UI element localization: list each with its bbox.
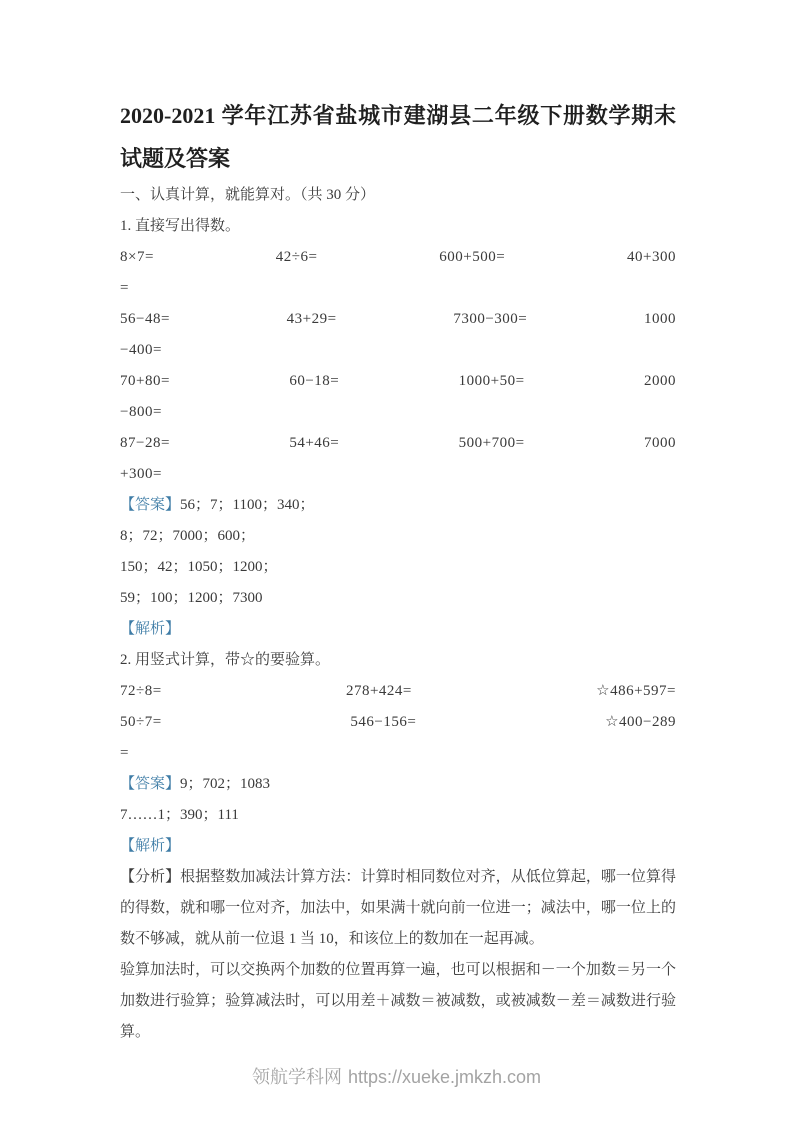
equation: 56−48=: [120, 311, 170, 327]
analysis-paragraph-1: 【分析】根据整数加减法计算方法：计算时相同数位对齐，从低位算起，哪一位算得的得数，就和哪一位对齐，加法中，如果满十就向前一位进一；减法中，哪一位上的数不够减，就从前一位退 1 当 10，和该位上的数加在一起再减。: [120, 869, 676, 947]
equation-continuation: −400=: [120, 342, 162, 358]
equation: 42÷6=: [275, 249, 318, 265]
document-page: [120, 94, 676, 1048]
analysis-paragraph-2: 验算加法时，可以交换两个加数的位置再算一遍，也可以根据和－一个加数＝另一个加数进行验算；验算减法时，可以用差＋减数＝被减数，或被减数－差＝减数进行验算。: [120, 962, 676, 1040]
equation: 72÷8=: [120, 683, 162, 699]
equation: 40+300: [627, 249, 676, 265]
equation: 546−156=: [350, 714, 417, 730]
analysis-tag: 【解析】: [120, 621, 181, 637]
answer-tag: 【答案】: [120, 497, 181, 513]
oral-calc-row-1: [120, 242, 676, 273]
equation: 2000: [643, 373, 676, 389]
equation: 600+500=: [439, 249, 506, 265]
section1-heading: 一、认真计算，就能算对。（共 30 分）: [120, 187, 376, 203]
equation: 1000+50=: [458, 373, 525, 389]
equation: 70+80=: [120, 373, 170, 389]
question1-answer-line-1: [120, 490, 676, 521]
question2-answer-line-1: [120, 769, 676, 800]
question1-label: 1. 直接写出得数。: [120, 218, 241, 234]
equation: 60−18=: [289, 373, 340, 389]
equation-continuation: −800=: [120, 404, 162, 420]
equation: 50÷7=: [120, 714, 162, 730]
oral-calc-row-4: [120, 428, 676, 459]
equation: ☆400−289: [605, 714, 676, 730]
footer-watermark: [0, 1064, 793, 1090]
oral-calc-row-2: [120, 304, 676, 335]
document-title: 2020-2021 学年江苏省盐城市建湖县二年级下册数学期末试题及答案: [120, 103, 676, 171]
answer-values: 9；702；1083: [180, 776, 271, 792]
question2-label: 2. 用竖式计算，带☆的要验算。: [120, 652, 331, 668]
footer-site-name: 领航学科网: [251, 1067, 342, 1087]
equation: 7000: [643, 435, 676, 451]
vertical-calc-row-1: [120, 676, 676, 707]
footer-site-url[interactable]: https://xueke.jmkzh.com: [347, 1067, 542, 1087]
equation: 500+700=: [458, 435, 525, 451]
question2-answer-line-2: 7……1；390；111: [120, 807, 239, 823]
equation: 54+46=: [289, 435, 340, 451]
equation: 87−28=: [120, 435, 170, 451]
vertical-calc-row-2: [120, 707, 676, 738]
equation: 7300−300=: [453, 311, 528, 327]
equation: ☆486+597=: [596, 683, 676, 699]
analysis-tag: 【解析】: [120, 838, 181, 854]
equation: 43+29=: [286, 311, 337, 327]
question1-answer-line-2: 8；72；7000；600；: [120, 528, 256, 544]
question1-answer-line-3: 150；42；1050；1200；: [120, 559, 278, 575]
equation: 8×7=: [120, 249, 154, 265]
equation-continuation: =: [120, 280, 129, 296]
equation: 278+424=: [345, 683, 412, 699]
oral-calc-row-3: [120, 366, 676, 397]
question1-answer-line-4: 59；100；1200；7300: [120, 590, 263, 606]
equation-continuation: +300=: [120, 466, 162, 482]
answer-tag: 【答案】: [120, 776, 181, 792]
equation-continuation: =: [120, 745, 129, 761]
answer-values: 56；7；1100；340；: [180, 497, 315, 513]
equation: 1000: [643, 311, 676, 327]
